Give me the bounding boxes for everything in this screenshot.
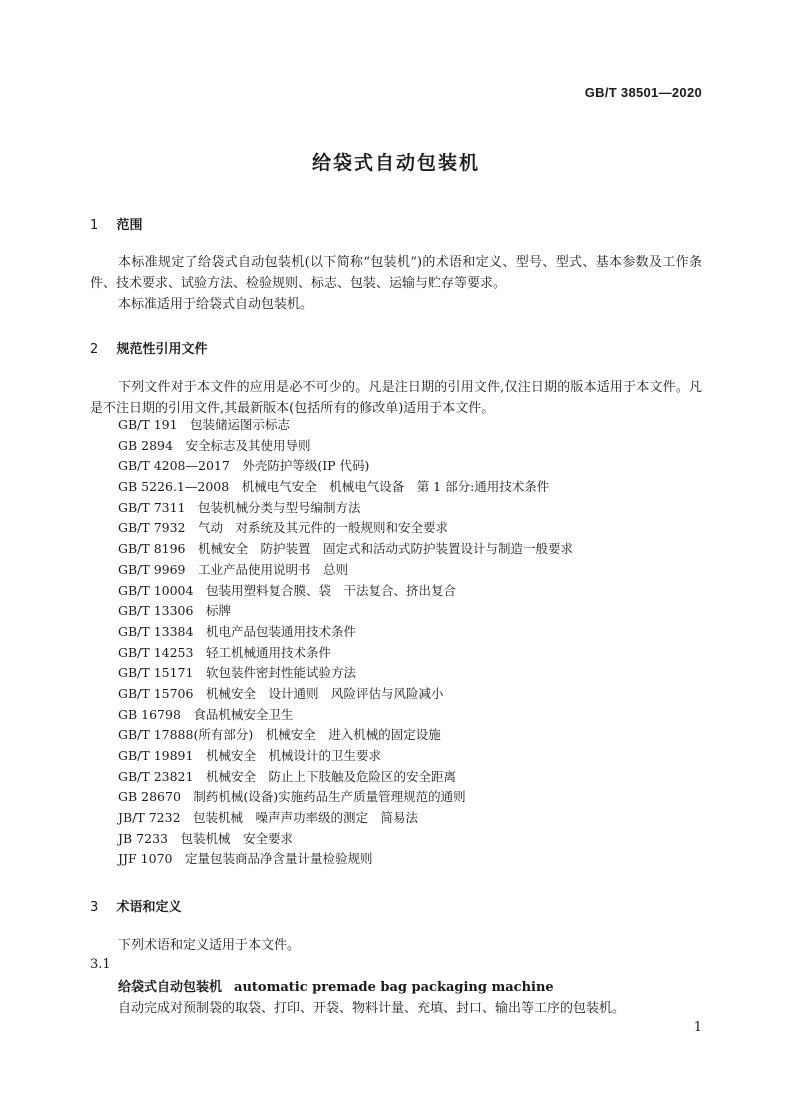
term-definition: 自动完成对预制袋的取袋、打印、开袋、物料计量、充填、封口、输出等工序的包装机。 bbox=[118, 1001, 626, 1016]
section-title: 术语和定义 bbox=[116, 900, 182, 915]
applicability-paragraph: 本标准适用于给袋式自动包装机。 bbox=[118, 297, 314, 312]
reference-item: GB/T 23821 机械安全 防止上下肢触及危险区的安全距离 bbox=[118, 768, 456, 784]
section-number: 3 bbox=[90, 900, 99, 915]
section-number: 1 bbox=[90, 218, 99, 233]
references-intro-paragraph: 下列文件对于本文件的应用是必不可少的。凡是注日期的引用文件,仅注日期的版本适用于本文件。凡是不注日期的引用文件,其最新版本(包括所有的修改单)适用于本文件。 bbox=[90, 380, 702, 416]
term-chinese: 给袋式自动包装机 bbox=[118, 980, 223, 995]
term-name bbox=[118, 976, 554, 995]
reference-item: GB/T 13306 标牌 bbox=[118, 603, 231, 619]
section-3-heading bbox=[90, 896, 182, 915]
reference-item: GB/T 14253 轻工机械通用技术条件 bbox=[118, 644, 331, 660]
terms-intro-paragraph: 下列术语和定义适用于本文件。 bbox=[118, 938, 301, 953]
reference-item: GB/T 7311 包装机械分类与型号编制方法 bbox=[118, 499, 361, 515]
section-number: 2 bbox=[90, 342, 99, 357]
reference-item: GB/T 15171 软包装件密封性能试验方法 bbox=[118, 665, 356, 681]
section-2-heading bbox=[90, 338, 208, 357]
reference-item: GB/T 19891 机械安全 机械设计的卫生要求 bbox=[118, 748, 381, 763]
reference-item: GB/T 17888(所有部分) 机械安全 进入机械的固定设施 bbox=[118, 727, 441, 743]
reference-item: GB 2894 安全标志及其使用导则 bbox=[118, 437, 311, 453]
standard-code: GB/T 38501—2020 bbox=[584, 85, 702, 100]
reference-item: GB 5226.1—2008 机械电气安全 机械电气设备 第 1 部分:通用技术条件 bbox=[118, 479, 550, 495]
reference-item: JJF 1070 定量包装商品净含量计量检验规则 bbox=[118, 851, 373, 867]
reference-item: GB 28670 制药机械(设备)实施药品生产质量管理规范的通则 bbox=[118, 789, 466, 805]
section-title: 规范性引用文件 bbox=[116, 342, 208, 357]
document-title: 给袋式自动包装机 bbox=[311, 152, 480, 174]
reference-item: JB/T 7232 包装机械 噪声声功率级的测定 简易法 bbox=[118, 810, 419, 826]
reference-item: GB/T 7932 气动 对系统及其元件的一般规则和安全要求 bbox=[118, 520, 449, 536]
normative-references-list bbox=[118, 415, 573, 870]
scope-paragraph: 本标准规定了给袋式自动包装机(以下简称“包装机”)的术语和定义、型号、型式、基本参数及工作条件、技术要求、试验方法、检验规则、标志、包装、运输与贮存等要求。 bbox=[90, 255, 702, 291]
term-english: automatic premade bag packaging machine bbox=[234, 980, 554, 995]
page-number: 1 bbox=[693, 1020, 702, 1035]
reference-item: GB/T 13384 机电产品包装通用技术条件 bbox=[118, 623, 356, 639]
term-number: 3.1 bbox=[90, 957, 111, 972]
reference-item: GB/T 10004 包装用塑料复合膜、袋 干法复合、挤出复合 bbox=[118, 582, 456, 598]
reference-item: GB/T 8196 机械安全 防护装置 固定式和活动式防护装置设计与制造一般要求 bbox=[118, 541, 574, 557]
reference-item: JB 7233 包装机械 安全要求 bbox=[118, 830, 293, 846]
reference-item: GB 16798 食品机械安全卫生 bbox=[118, 706, 294, 722]
reference-item: GB/T 9969 工业产品使用说明书 总则 bbox=[118, 561, 349, 577]
reference-item: GB/T 15706 机械安全 设计通则 风险评估与风险减小 bbox=[118, 685, 444, 701]
section-title: 范围 bbox=[116, 218, 143, 233]
section-1-heading bbox=[90, 214, 143, 233]
reference-item: GB/T 191 包装储运图示标志 bbox=[118, 417, 291, 432]
reference-item: GB/T 4208—2017 外壳防护等级(IP 代码) bbox=[118, 458, 370, 474]
